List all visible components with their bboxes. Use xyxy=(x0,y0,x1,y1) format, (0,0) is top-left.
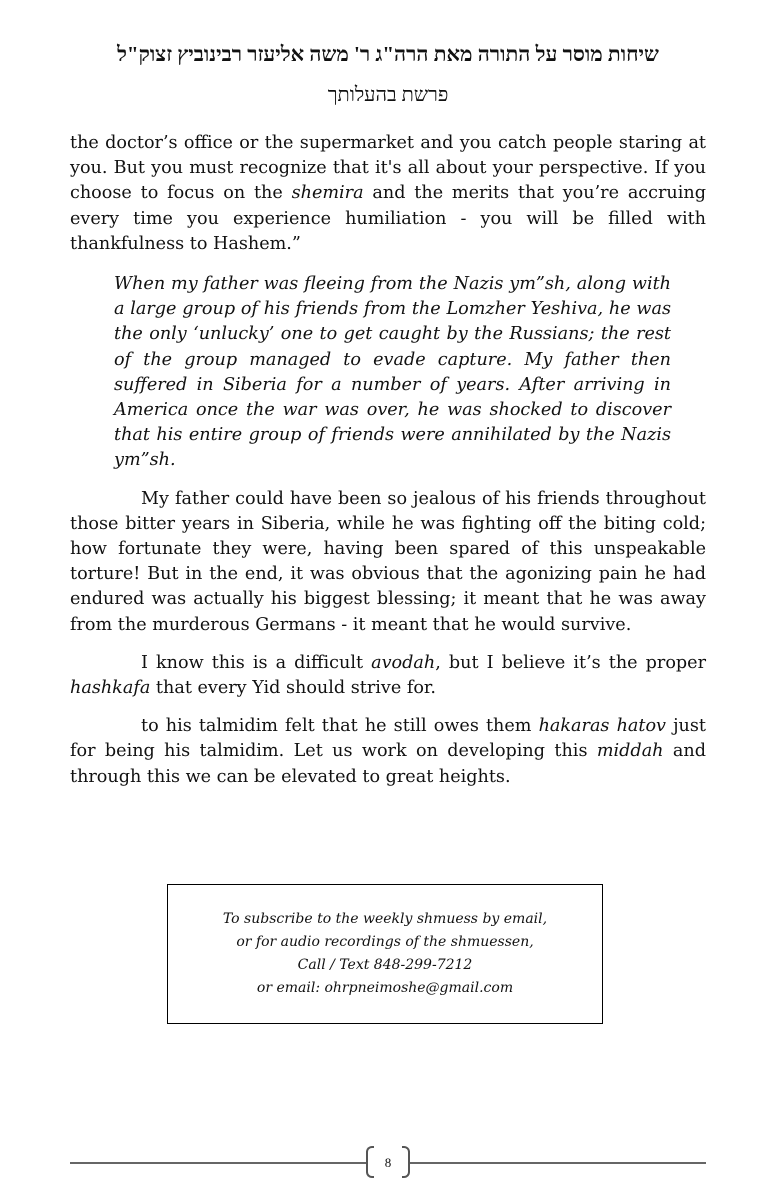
running-header-parsha: פרשת בהעלותך xyxy=(327,84,449,106)
paragraph-1 xyxy=(70,131,706,257)
italic-term: avodah xyxy=(371,652,436,673)
paragraph-2: My father could have been so jealous of his friends throughout those bitter years in Siberia, while he was fighting off the biting cold; how fortunate they were, having been spared of this unspeakable torture! But in the end, it was obvious that the agonizing pain he had endured was actually his biggest blessing; it meant that he was away from the murderous Germans - it meant that he would survive. xyxy=(70,488,706,635)
body-text xyxy=(70,131,706,803)
block-quote: When my father was fleeing from the Nazis ym”sh, along with a large group of his friends from the Lomzher Yeshiva, he was the only ‘unlucky’ one to get caught by the Russians; the rest of the group managed to evade capture. My father then suffered in Siberia for a number of years. After arriving in America once the war was over, he was shocked to discover that his entire group of friends were annihilated by the Nazis ym”sh. xyxy=(114,274,671,471)
text-run: and the merits that you’re accruing every time you experience humiliation - you will be filled with thankfulness to Hashem.” xyxy=(70,183,706,254)
text-run: to his talmidim felt that he still owes them xyxy=(141,716,539,737)
subscribe-line-2: or for audio recordings of the shmuessen, xyxy=(236,934,534,950)
text-run: , but I believe it’s the proper xyxy=(435,652,707,673)
subscribe-phone: Call / Text 848-299-7212 xyxy=(297,957,473,973)
footer-rule-right xyxy=(410,1162,706,1164)
right-bracket-ornament xyxy=(402,1146,410,1178)
italic-term: hashkafa xyxy=(70,678,151,699)
text-run: I know this is a difficult xyxy=(141,652,372,673)
text-run: that every Yid should strive for. xyxy=(150,678,437,699)
running-header-title: שיחות מוסר על התורה מאת הרה"ג ר' משה אליעזר רבינוביץ זצוק"ל xyxy=(117,42,659,66)
subscribe-box xyxy=(167,884,603,1024)
italic-term: shemira xyxy=(291,183,364,204)
text-run: the doctor’s office or the supermarket and you catch people staring at you. But you must recognize that it's all about your perspective. If you choose to focus on the xyxy=(70,133,706,204)
text-run: and through this we can be elevated to great heights. xyxy=(70,741,706,787)
text-run: just for being his talmidim. Let us work on developing this xyxy=(70,716,706,762)
subscribe-email: or email: ohrpneimoshe@gmail.com xyxy=(256,980,514,996)
paragraph-4 xyxy=(70,714,706,790)
italic-term: hakaras hatov xyxy=(538,716,666,737)
footer-rule-left xyxy=(70,1162,366,1164)
page-number: 8 xyxy=(384,1155,392,1170)
italic-term: middah xyxy=(596,741,664,762)
subscribe-line-1: To subscribe to the weekly shmuess by email, xyxy=(222,911,548,927)
page-number-frame xyxy=(366,1146,410,1180)
left-bracket-ornament xyxy=(366,1146,374,1178)
paragraph-3 xyxy=(70,651,706,701)
